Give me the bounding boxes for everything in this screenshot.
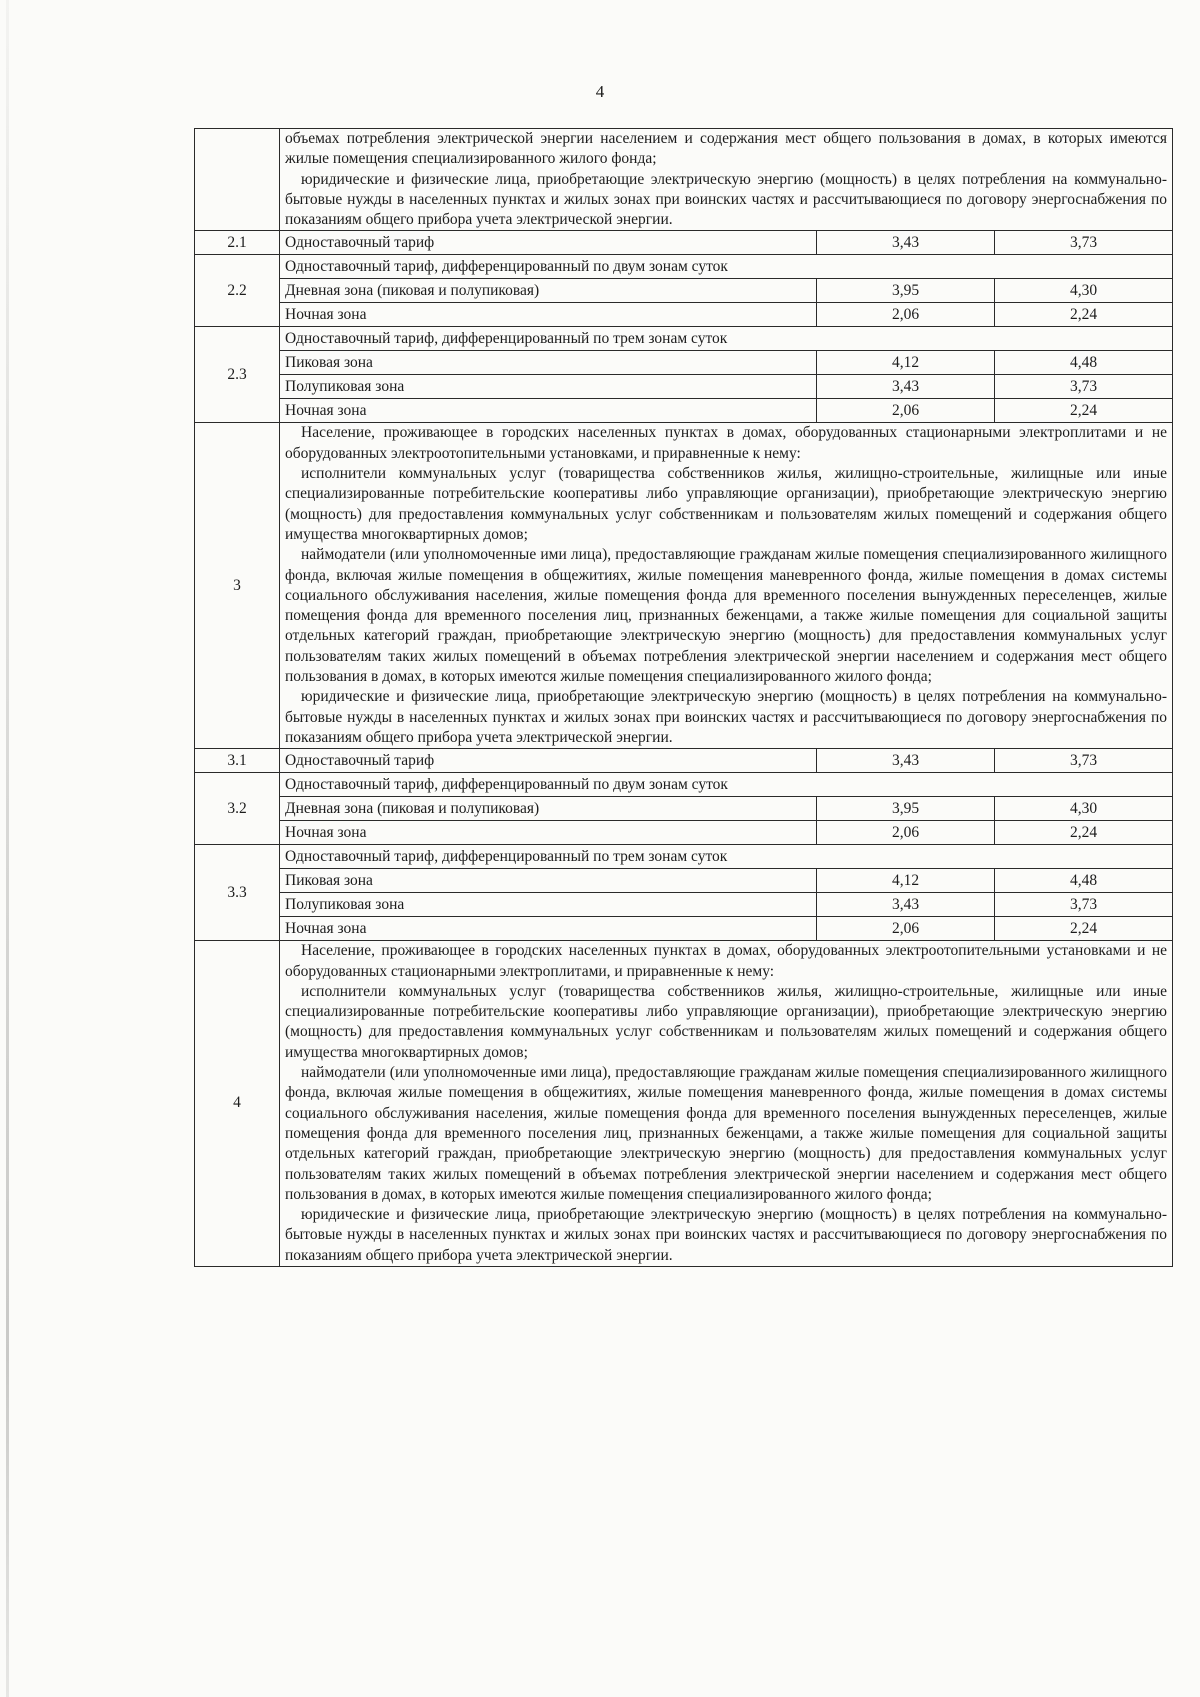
table-row [195,255,1173,279]
tariff-value-2: 3,73 [995,893,1173,917]
tariff-label: Ночная зона [280,303,817,327]
row-number: 2.2 [195,255,280,327]
tariff-label: Ночная зона [280,821,817,845]
table-row [195,797,1173,821]
tariff-table [194,128,1173,1267]
tariff-value-1: 2,06 [817,303,995,327]
table-row [195,917,1173,941]
tariff-group-header: Одноставочный тариф, дифференцированный по трем зонам суток [280,845,1173,869]
paragraph: Население, проживающее в городских населенных пунктах в домах, оборудованных электроотопительными установками и не оборудованных стационарными электроплитами, и приравненные к нему: [285,942,1168,980]
tariff-label: Полупиковая зона [280,893,817,917]
tariff-label: Дневная зона (пиковая и полупиковая) [280,279,817,303]
paragraph: наймодатели (или уполномоченные ими лица), предоставляющие гражданам жилые помещения специализированного жилищного фонда, включая жилые помещения в общежитиях, жилые помещения маневренного фонда, жилые помещения в домах системы социального обслуживания населения, жилые помещения фонда для временного поселения вынужденных переселенцев, жилые помещения фонда для временного поселения лиц, признанных беженцами, а также жилые помещения для социальной защиты отдельных категорий граждан, приобретающие электрическую энергию (мощность) для предоставления коммунальных услуг пользователям таких жилых помещений в объемах потребления электрической энергии населением и содержания мест общего пользования в домах, в которых имеются жилые помещения специализированного жилого фонда; [285,1064,1168,1203]
tariff-value-2: 4,48 [995,869,1173,893]
row-number [195,129,280,231]
page-number: 4 [595,82,605,101]
table-row [195,773,1173,797]
table-row [195,351,1173,375]
paragraph: юридические и физические лица, приобретающие электрическую энергию (мощность) в целях потребления на коммунально-бытовые нужды в населенных пунктах и жилых зонах при воинских частях и рассчитывающиеся по договору энергоснабжения по показаниям общего прибора учета электрической энергии. [285,1206,1168,1264]
table-row [195,231,1173,255]
tariff-value-2: 4,48 [995,351,1173,375]
tariff-group-header: Одноставочный тариф, дифференцированный по двум зонам суток [280,773,1173,797]
tariff-group-header: Одноставочный тариф, дифференцированный по двум зонам суток [280,255,1173,279]
tariff-value-2: 4,30 [995,797,1173,821]
table-row [195,129,1173,231]
scan-edge-shadow [6,0,9,1697]
tariff-value-1: 2,06 [817,821,995,845]
table-row [195,845,1173,869]
description-cell [280,129,1173,231]
tariff-label: Полупиковая зона [280,375,817,399]
tariff-label: Одноставочный тариф [280,749,817,773]
table-row [195,869,1173,893]
tariff-label: Ночная зона [280,399,817,423]
tariff-label: Ночная зона [280,917,817,941]
tariff-value-2: 2,24 [995,917,1173,941]
paragraph: Население, проживающее в городских населенных пунктах в домах, оборудованных стационарными электроплитами и не оборудованных электроотопительными установками, и приравненные к нему: [285,424,1168,462]
tariff-value-2: 3,73 [995,375,1173,399]
table-row [195,893,1173,917]
tariff-label: Дневная зона (пиковая и полупиковая) [280,797,817,821]
tariff-value-2: 2,24 [995,821,1173,845]
row-number: 2.3 [195,327,280,423]
description-cell [280,941,1173,1267]
table-row [195,941,1173,1267]
row-number: 3.2 [195,773,280,845]
table-row [195,303,1173,327]
paragraph: исполнители коммунальных услуг (товарищества собственников жилья, жилищно-строительные, жилищные или иные специализированные потребительские кооперативы либо управляющие организации), приобретающие электрическую энергию (мощность) для предоставления коммунальных услуг собственникам и пользователям жилых помещений и содержания общего имущества многоквартирных домов; [285,465,1168,543]
paragraph: исполнители коммунальных услуг (товарищества собственников жилья, жилищно-строительные, жилищные или иные специализированные потребительские кооперативы либо управляющие организации), приобретающие электрическую энергию (мощность) для предоставления коммунальных услуг собственникам и пользователям жилых помещений и содержания общего имущества многоквартирных домов; [285,982,1168,1061]
tariff-value-1: 3,95 [817,797,995,821]
tariff-value-2: 3,73 [995,749,1173,773]
tariff-value-1: 3,43 [817,749,995,773]
tariff-label: Пиковая зона [280,869,817,893]
table-row [195,375,1173,399]
row-number: 3 [195,423,280,749]
table-row [195,399,1173,423]
row-number: 2.1 [195,231,280,255]
tariff-value-1: 4,12 [817,869,995,893]
tariff-value-2: 3,73 [995,231,1173,255]
tariff-value-2: 2,24 [995,303,1173,327]
tariff-label: Одноставочный тариф [280,231,817,255]
paragraph: юридические и физические лица, приобретающие электрическую энергию (мощность) в целях потребления на коммунально-бытовые нужды в населенных пунктах и жилых зонах при воинских частях и рассчитывающиеся по договору энергоснабжения по показаниям общего прибора учета электрической энергии. [285,688,1168,746]
table-row [195,279,1173,303]
table-row [195,749,1173,773]
table-row [195,423,1173,749]
tariff-value-1: 2,06 [817,399,995,423]
tariff-value-1: 2,06 [817,917,995,941]
tariff-value-1: 4,12 [817,351,995,375]
paragraph: юридические и физические лица, приобретающие электрическую энергию (мощность) в целях потребления на коммунально-бытовые нужды в населенных пунктах и жилых зонах при воинских частях и рассчитывающиеся по договору энергоснабжения по показаниям общего прибора учета электрической энергии. [285,170,1168,229]
row-number: 3.1 [195,749,280,773]
paragraph: наймодатели (или уполномоченные ими лица), предоставляющие гражданам жилые помещения специализированного жилищного фонда, включая жилые помещения в общежитиях, жилые помещения маневренного фонда, жилые помещения в домах системы социального обслуживания населения, жилые помещения фонда для временного поселения вынужденных переселенцев, жилые помещения фонда для временного поселения лиц, признанных беженцами, а также жилые помещения для социальной защиты отдельных категорий граждан, приобретающие электрическую энергию (мощность) для предоставления коммунальных услуг пользователям таких жилых помещений в объемах потребления электрической энергии населением и содержания мест общего пользования в домах, в которых имеются жилые помещения специализированного жилого фонда; [285,546,1168,686]
description-cell [280,423,1173,749]
tariff-value-1: 3,43 [817,375,995,399]
row-number: 3.3 [195,845,280,941]
row-number: 4 [195,941,280,1267]
paragraph: объемах потребления электрической энергии населением и содержания мест общего пользования в домах, в которых имеются жилые помещения специализированного жилого фонда; [285,130,1168,168]
table-row [195,821,1173,845]
tariff-label: Пиковая зона [280,351,817,375]
tariff-value-2: 2,24 [995,399,1173,423]
tariff-value-2: 4,30 [995,279,1173,303]
table-row [195,327,1173,351]
tariff-value-1: 3,43 [817,231,995,255]
tariff-value-1: 3,43 [817,893,995,917]
tariff-value-1: 3,95 [817,279,995,303]
tariff-group-header: Одноставочный тариф, дифференцированный по трем зонам суток [280,327,1173,351]
